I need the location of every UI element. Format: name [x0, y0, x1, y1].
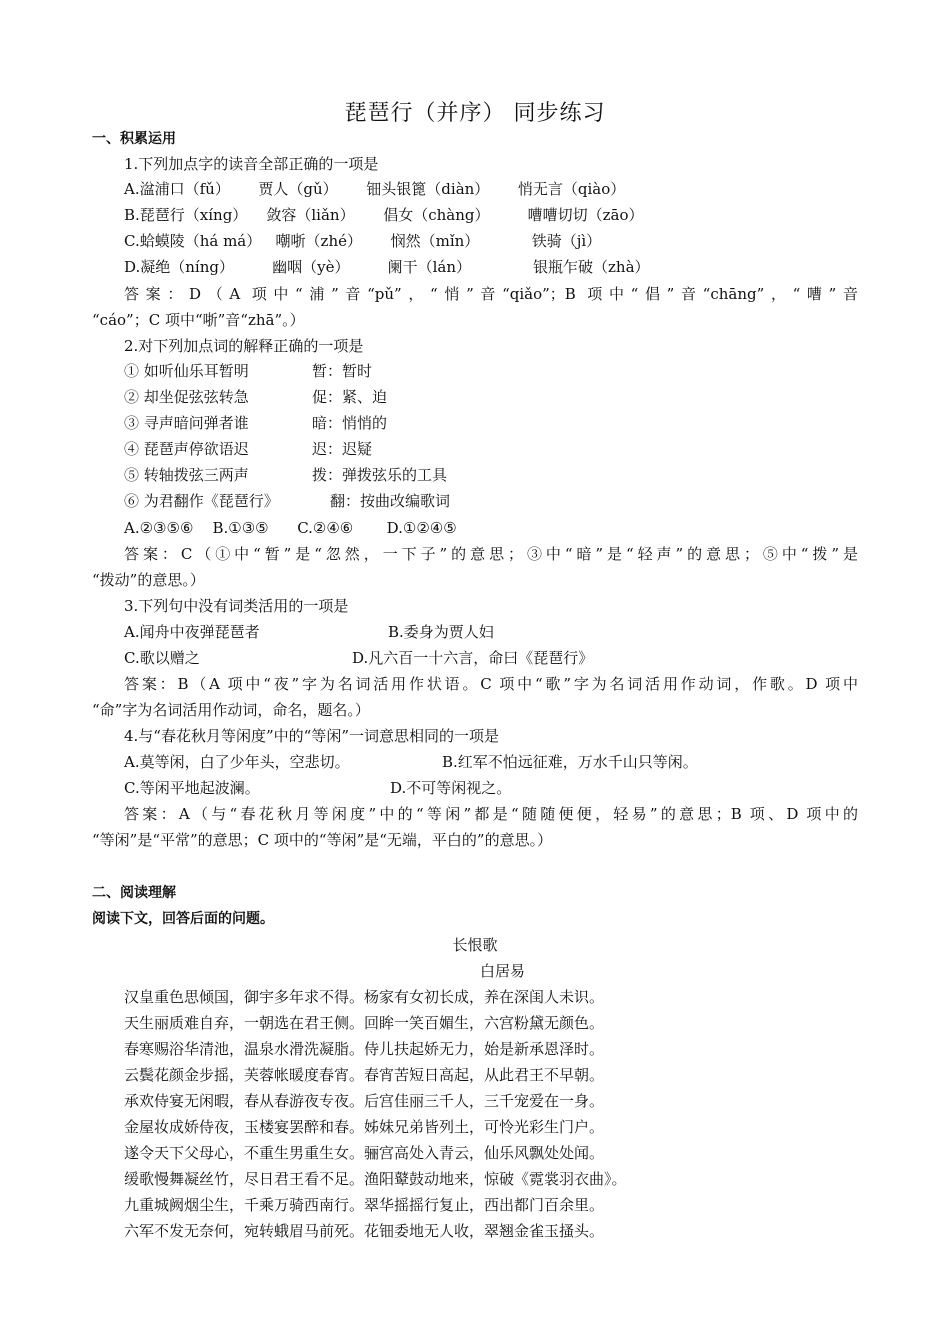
- poem-line: 缓歌慢舞凝丝竹，尽日君王看不足。渔阳鼙鼓动地来，惊破《霓裳羽衣曲》。: [124, 1170, 627, 1188]
- question-3-option-d: D.凡六百一十六言，命曰《琵琶行》: [352, 649, 594, 667]
- question-3-option-a: A.闻舟中夜弹琵琶者: [124, 623, 260, 641]
- question-2-stem: 2.对下列加点词的解释正确的一项是: [124, 337, 364, 355]
- question-1-option-c: C.蛤蟆陵（há má） 嘲哳（zhé） 悯然（mǐn） 铁骑（jì）: [124, 232, 602, 250]
- poem-author: 白居易: [480, 962, 526, 980]
- question-1-option-b: B.琵琶行（xíng） 敛容（liǎn） 倡女（chàng） 嘈嘈切切（zāo）: [124, 206, 644, 224]
- page-title: 琵琶行（并序） 同步练习: [344, 101, 606, 126]
- question-2-item-2-phrase: ② 却坐促弦弦转急: [124, 388, 249, 406]
- question-2-item-1-phrase: ① 如听仙乐耳暂明: [124, 362, 249, 380]
- poem-line: 汉皇重色思倾国，御宇多年求不得。杨家有女初长成，养在深闺人未识。: [124, 988, 605, 1006]
- poem-line: 遂令天下父母心，不重生男重生女。骊宫高处入青云，仙乐风飘处处闻。: [124, 1144, 605, 1162]
- question-1-option-d: D.凝绝（níng） 幽咽（yè） 阑干（lán） 银瓶乍破（zhà）: [124, 258, 650, 276]
- question-4-option-c: C.等闲平地起波澜。: [124, 779, 260, 797]
- question-2-item-1-gloss: 暂：暂时: [312, 362, 373, 380]
- question-2-item-2-gloss: 促：紧、迫: [312, 388, 388, 406]
- poem-line: 九重城阙烟尘生，千乘万骑西南行。翠华摇摇行复止，西出都门百余里。: [124, 1196, 605, 1214]
- question-2-options: A.②③⑤⑥ B.①③⑤ C.②④⑥ D.①②④⑤: [124, 519, 457, 537]
- question-4-answer-line-1: 答案：A（与“春花秋月等闲度”中的“等闲”都是“随随便便，轻易”的意思；B 项、D 项中的: [124, 805, 858, 823]
- question-1-answer-line-1: 答案：D（A 项中“浦”音“pǔ”，“悄”音“qiǎo”；B 项中“倡”音“chāng”，“嘈”音: [124, 285, 858, 303]
- poem-line: 六军不发无奈何，宛转蛾眉马前死。花钿委地无人收，翠翘金雀玉搔头。: [124, 1222, 605, 1240]
- question-2-answer-line-2: “拨动”的意思。）: [92, 571, 205, 589]
- question-1-option-a: A.湓浦口（fǔ） 贾人（gǔ） 钿头银篦（diàn） 悄无言（qiào）: [124, 180, 626, 198]
- question-2-item-4-phrase: ④ 琵琶声停欲语迟: [124, 440, 249, 458]
- section-heading-reading: 二、阅读理解: [92, 885, 176, 901]
- question-3-answer-line-2: “命”字为名词活用作动词，命名，题名。）: [92, 701, 370, 719]
- question-2-item-3-phrase: ③ 寻声暗问弹者谁: [124, 414, 249, 432]
- section-heading-accumulation: 一、积累运用: [92, 131, 176, 147]
- poem-line: 天生丽质难自弃，一朝选在君王侧。回眸一笑百媚生，六宫粉黛无颜色。: [124, 1014, 605, 1032]
- question-1-stem: 1.下列加点字的读音全部正确的一项是: [124, 155, 379, 173]
- reading-instruction: 阅读下文，回答后面的问题。: [92, 911, 274, 927]
- question-2-item-3-gloss: 暗：悄悄的: [312, 414, 388, 432]
- question-3-stem: 3.下列句中没有词类活用的一项是: [124, 597, 349, 615]
- poem-line: 云鬓花颜金步摇，芙蓉帐暖度春宵。春宵苦短日高起，从此君王不早朝。: [124, 1066, 605, 1084]
- question-2-item-6-gloss: 翻：按曲改编歌词: [330, 492, 451, 510]
- question-4-option-b: B.红军不怕远征难，万水千山只等闲。: [442, 753, 698, 771]
- question-3-answer-line-1: 答案：B（A 项中“夜”字为名词活用作状语。C 项中“歌”字为名词活用作动词，作歌。D 项中: [124, 675, 858, 693]
- question-1-answer-line-2: “cáo”；C 项中“哳”音“zhā”。）: [92, 311, 305, 329]
- question-2-answer-line-1: 答案：C（①中“暂”是“忽然，一下子”的意思；③中“暗”是“轻声”的意思；⑤中“拨”是: [124, 545, 858, 563]
- question-4-option-d: D.不可等闲视之。: [390, 779, 512, 797]
- poem-title: 长恨歌: [452, 936, 498, 954]
- poem-line: 承欢侍宴无闲暇，春从春游夜专夜。后宫佳丽三千人，三千宠爱在一身。: [124, 1092, 605, 1110]
- question-2-item-6-phrase: ⑥ 为君翻作《琵琶行》: [124, 492, 279, 510]
- question-2-item-5-phrase: ⑤ 转轴拨弦三两声: [124, 466, 249, 484]
- question-4-answer-line-2: “等闲”是“平常”的意思；C 项中的“等闲”是“无端，平白的”的意思。）: [92, 831, 553, 849]
- question-4-option-a: A.莫等闲，白了少年头，空悲切。: [124, 753, 350, 771]
- poem-line: 春寒赐浴华清池，温泉水滑洗凝脂。侍儿扶起娇无力，始是新承恩泽时。: [124, 1040, 605, 1058]
- question-2-item-4-gloss: 迟：迟疑: [312, 440, 373, 458]
- question-3-option-b: B.委身为贾人妇: [388, 623, 494, 641]
- question-4-stem: 4.与“春花秋月等闲度”中的“等闲”一词意思相同的一项是: [124, 727, 499, 745]
- question-2-item-5-gloss: 拨：弹拨弦乐的工具: [312, 466, 448, 484]
- poem-line: 金屋妆成娇侍夜，玉楼宴罢醉和春。姊妹兄弟皆列土，可怜光彩生门户。: [124, 1118, 605, 1136]
- question-3-option-c: C.歌以赠之: [124, 649, 200, 667]
